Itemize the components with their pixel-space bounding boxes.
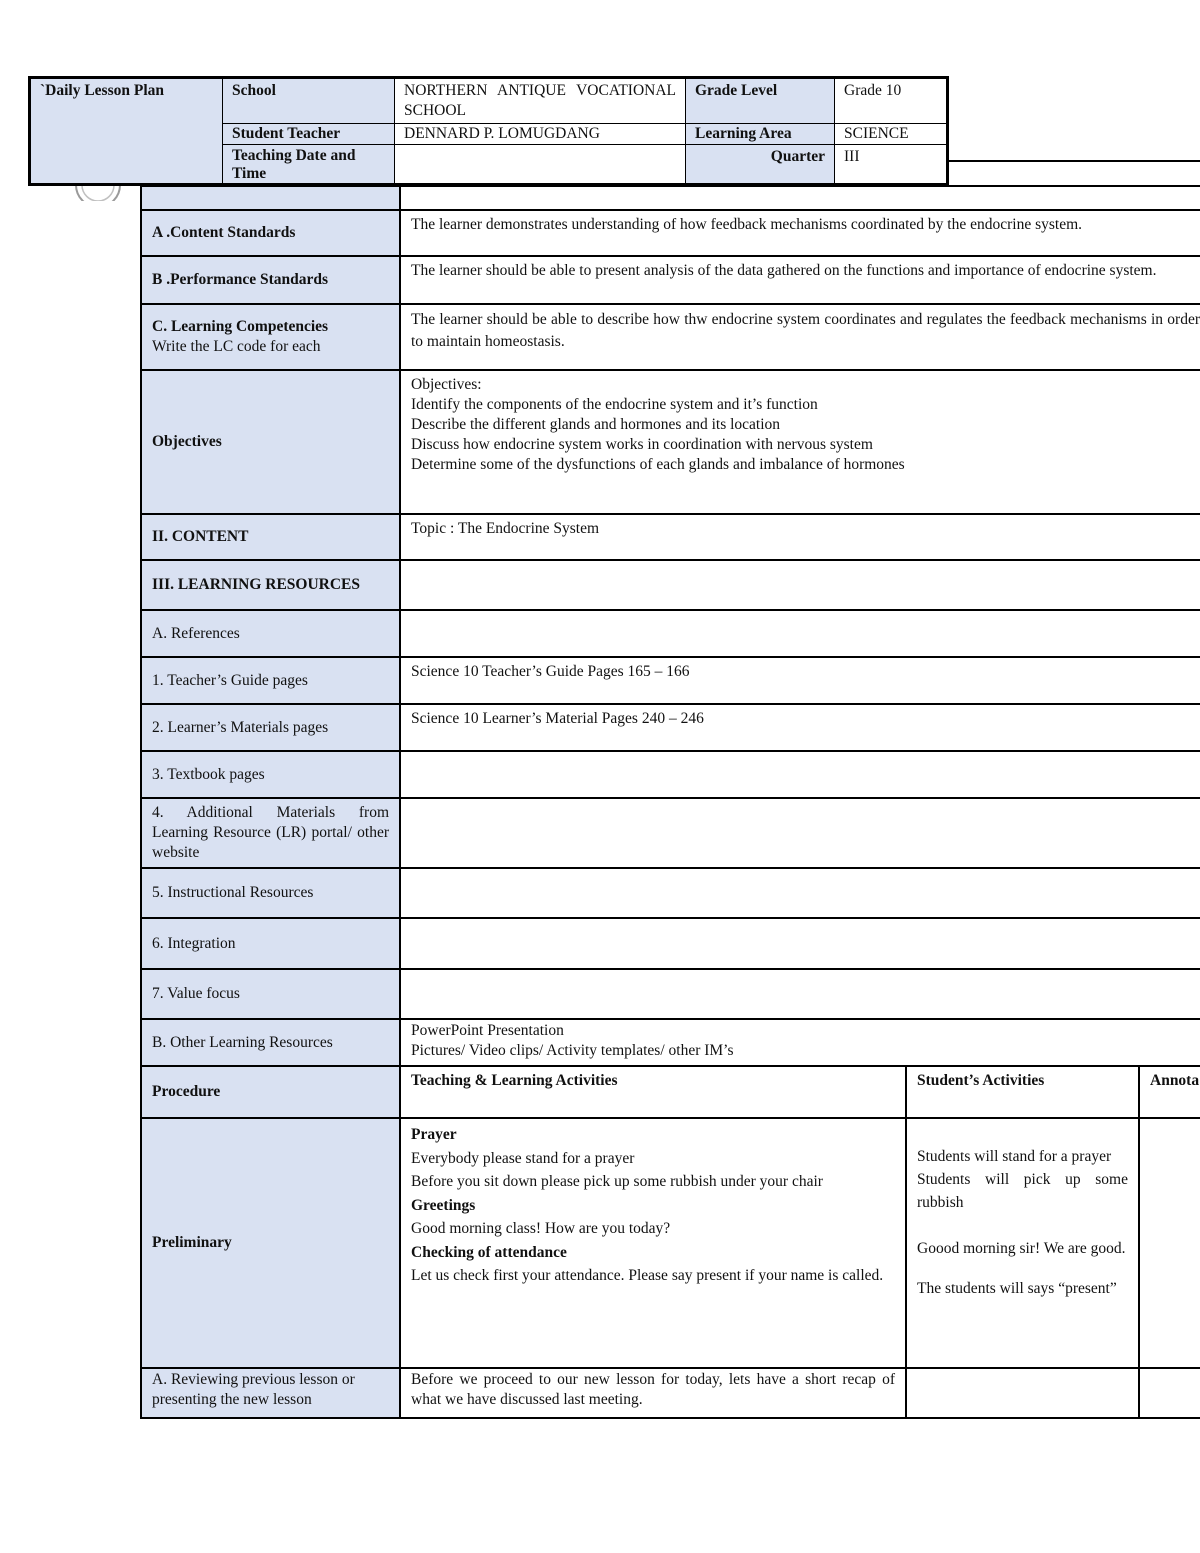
textbook-label: 3. Textbook pages (141, 751, 400, 798)
learning-competencies-label (141, 304, 400, 370)
teaching-activities-header: Teaching & Learning Activities (400, 1066, 906, 1118)
table-top-row (141, 186, 1200, 210)
content-standards-label: A .Content Standards (141, 210, 400, 256)
table-row (141, 704, 1200, 751)
greetings-heading: Greetings (411, 1196, 476, 1214)
review-annotation (1139, 1368, 1200, 1418)
student-activity: The students will says “present” (917, 1280, 1117, 1297)
content-label: II. CONTENT (141, 514, 400, 560)
quarter-label: Quarter (686, 145, 835, 183)
teaching-date-value (395, 145, 686, 183)
preliminary-row (141, 1118, 1200, 1368)
other-resources-line: Pictures/ Video clips/ Activity templates/ other IM’s (411, 1042, 734, 1059)
learning-area-value: SCIENCE (835, 124, 946, 145)
prayer-heading: Prayer (411, 1126, 457, 1143)
learning-area-label: Learning Area (686, 124, 835, 145)
teachers-guide-label: 1. Teacher’s Guide pages (141, 657, 400, 704)
grade-level-value: Grade 10 (835, 79, 946, 124)
preliminary-label: Preliminary (141, 1118, 400, 1368)
teaching-date-label: Teaching Date and Time (223, 145, 395, 183)
objective-item: Describe the different glands and hormones and its location (411, 416, 781, 433)
table-row (141, 868, 1200, 918)
student-activity: Goood morning sir! We are good. (917, 1240, 1126, 1257)
table-row (141, 610, 1200, 657)
table-row (141, 969, 1200, 1019)
procedure-label: Procedure (141, 1066, 400, 1118)
objectives-value (400, 370, 1200, 514)
other-resources-value (400, 1019, 1200, 1066)
school-value (395, 79, 686, 124)
attendance-line: Let us check first your attendance. Please say present if your name is called. (411, 1267, 884, 1284)
instructional-resources-value (400, 868, 1200, 918)
objectives-label: Objectives (141, 370, 400, 514)
textbook-value (400, 751, 1200, 798)
other-resources-line: PowerPoint Presentation (411, 1022, 564, 1039)
greetings-line: Good morning class! How are you today? (411, 1220, 671, 1237)
integration-label: 6. Integration (141, 918, 400, 969)
table-row (141, 370, 1200, 514)
value-focus-label: 7. Value focus (141, 969, 400, 1019)
learning-competencies-title: C. Learning Competencies (152, 318, 329, 335)
student-teacher-label: Student Teacher (223, 124, 395, 145)
learning-resources-value (400, 560, 1200, 610)
table-row (141, 210, 1200, 256)
table-row (141, 657, 1200, 704)
table-row (141, 798, 1200, 868)
review-teaching: Before we proceed to our new lesson for today, lets have a short recap of what we have discussed last meeting. (400, 1368, 906, 1418)
procedure-header-row (141, 1066, 1200, 1118)
quarter-value: III (844, 148, 860, 165)
lesson-plan-table (140, 185, 1200, 1419)
content-standards-value: The learner demonstrates understanding of how feedback mechanisms coordinated by the endocrine system. (400, 210, 1200, 256)
objective-item: Determine some of the dysfunctions of each glands and imbalance of hormones (411, 456, 905, 473)
objective-item: Identify the components of the endocrine system and it’s function (411, 396, 818, 413)
review-students (906, 1368, 1139, 1418)
lesson-plan-title: `Daily Lesson Plan (31, 79, 223, 183)
table-row (141, 256, 1200, 304)
header-divider-line (946, 160, 1200, 162)
table-row (141, 560, 1200, 610)
additional-materials-label: 4. Additional Materials from Learning Resource (LR) portal/ other website (141, 798, 400, 868)
references-value (400, 610, 1200, 657)
school-label: School (223, 79, 395, 124)
preliminary-teaching (400, 1118, 906, 1368)
blank-label-cell (141, 186, 400, 210)
review-row (141, 1368, 1200, 1418)
prayer-line: Everybody please stand for a prayer (411, 1149, 635, 1167)
table-row (141, 514, 1200, 560)
preliminary-annotation (1139, 1118, 1200, 1368)
instructional-resources-label: 5. Instructional Resources (141, 868, 400, 918)
annotation-header: Annota (1139, 1066, 1200, 1118)
other-resources-label: B. Other Learning Resources (141, 1019, 400, 1066)
additional-materials-value (400, 798, 1200, 868)
performance-standards-label: B .Performance Standards (141, 256, 400, 304)
learning-resources-label: III. LEARNING RESOURCES (141, 560, 400, 610)
table-row (141, 751, 1200, 798)
student-activities-header: Student’s Activities (906, 1066, 1139, 1118)
learners-materials-value: Science 10 Learner’s Material Pages 240 – 246 (400, 704, 1200, 751)
teachers-guide-value: Science 10 Teacher’s Guide Pages 165 – 166 (400, 657, 1200, 704)
learners-materials-label: 2. Learner’s Materials pages (141, 704, 400, 751)
table-row (141, 304, 1200, 370)
lesson-plan-header (28, 76, 949, 186)
attendance-heading: Checking of attendance (411, 1243, 567, 1261)
blank-value-cell (400, 186, 1200, 210)
objectives-heading: Objectives: (411, 376, 482, 393)
performance-standards-value: The learner should be able to present analysis of the data gathered on the functions and importance of endocrine system. (400, 256, 1200, 304)
content-value: Topic : The Endocrine System (400, 514, 1200, 560)
table-row (141, 918, 1200, 969)
student-teacher-value: DENNARD P. LOMUGDANG (395, 124, 686, 145)
student-activity: Students will stand for a prayer (917, 1148, 1112, 1165)
grade-level-label: Grade Level (686, 79, 835, 124)
learning-competencies-sublabel: Write the LC code for each (152, 338, 321, 355)
integration-value (400, 918, 1200, 969)
prayer-line: Before you sit down please pick up some rubbish under your chair (411, 1173, 823, 1190)
preliminary-students (906, 1118, 1139, 1368)
review-label: A. Reviewing previous lesson or presenting the new lesson (141, 1368, 400, 1418)
objective-item: Discuss how endocrine system works in coordination with nervous system (411, 436, 873, 453)
school-value-text: NORTHERN ANTIQUE VOCATIONAL SCHOOL (404, 82, 676, 119)
value-focus-value (400, 969, 1200, 1019)
table-row (141, 1019, 1200, 1066)
student-activity: Students will pick up some rubbish (917, 1171, 1128, 1211)
learning-competencies-value: The learner should be able to describe how thw endocrine system coordinates and regulates the feedback mechanisms in order to maintain homeostasis. (400, 304, 1200, 370)
references-label: A. References (141, 610, 400, 657)
